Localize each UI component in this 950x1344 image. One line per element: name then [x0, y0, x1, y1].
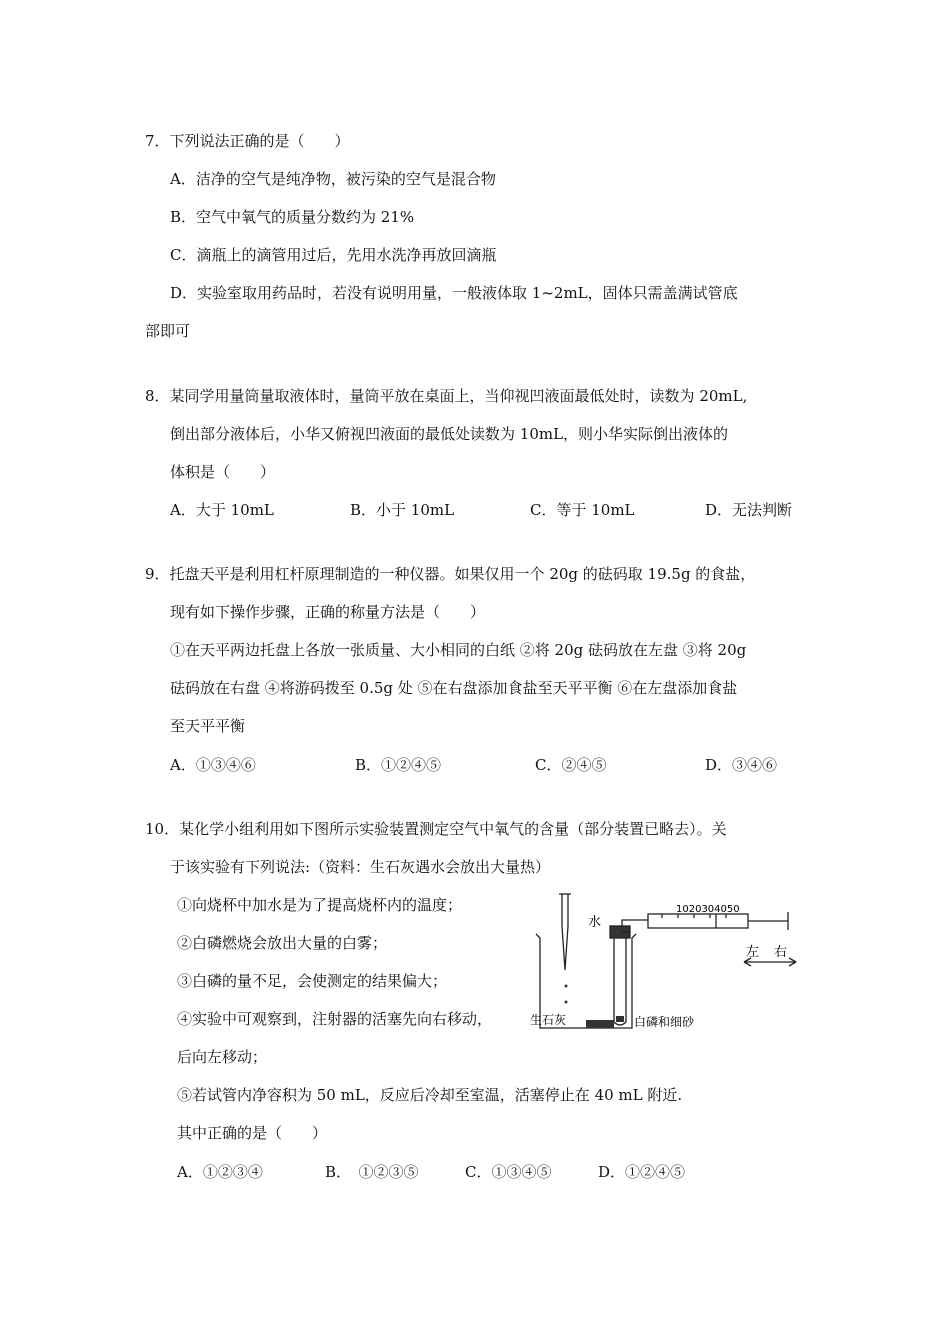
q10-statement-4-continuation: 后向左移动； — [177, 1048, 268, 1066]
q9-stem-line-2: 现有如下操作步骤，正确的称量方法是（ ） — [170, 603, 486, 621]
q10-statement-2: ②白磷燃烧会放出大量的白雾； — [177, 934, 388, 952]
q9-stem-line-3: ①在天平两边托盘上各放一张质量、大小相同的白纸 ②将 20g 砝码放在左盘 ③将 20g — [170, 641, 747, 659]
q7-option-b: B．空气中氧气的质量分数约为 21% — [170, 208, 415, 226]
syringe-plunger — [748, 912, 788, 930]
q9-option-d: D．③④⑥ — [705, 756, 778, 774]
water-label: 水 — [588, 915, 602, 930]
right-label: 右 — [774, 945, 788, 960]
q10-stem-line-2: 于该实验有下列说法:（资料：生石灰遇水会放出大量热） — [170, 858, 551, 876]
q7-option-d: D．实验室取用药品时，若没有说明用量，一般液体取 1~2mL，固体只需盖满试管底 — [170, 284, 738, 302]
syringe-scale-label: 1020304050 — [676, 904, 740, 915]
q9-option-a: A．①③④⑥ — [170, 756, 256, 774]
q10-option-d: D．①②④⑤ — [598, 1163, 686, 1181]
q8-stem-line-2: 倒出部分液体后，小华又俯视凹液面的最低处读数为 10mL，则小华实际倒出液体的 — [170, 425, 729, 443]
q9-stem-line-1: 9．托盘天平是利用杠杆原理制造的一种仪器。如果仅用一个 20g 的砝码取 19.5g 的食盐， — [145, 565, 756, 583]
q10-option-a: A．①②③④ — [177, 1163, 263, 1181]
white-phosphorus-sand — [616, 1016, 624, 1022]
q7-option-c: C．滴瓶上的滴管用过后，先用水洗净再放回滴瓶 — [170, 246, 497, 264]
q9-stem-line-5: 至天平平衡 — [170, 717, 246, 735]
q7-option-a: A．洁净的空气是纯净物，被污染的空气是混合物 — [170, 170, 496, 188]
q10-stem-line-1: 10．某化学小组利用如下图所示实验装置测定空气中氧气的含量（部分装置已略去）。关 — [145, 820, 727, 838]
q9-stem-line-4: 砝码放在右盘 ④将游码拨至 0.5g 处 ⑤在右盘添加食盐至天平平衡 ⑥在左盘添加食盐 — [170, 679, 738, 697]
q7-stem: 7．下列说法正确的是（ ） — [145, 132, 350, 150]
experiment-apparatus-figure — [526, 890, 810, 1034]
q8-option-b: B．小于 10mL — [350, 501, 455, 519]
q7-option-d-continuation: 部即可 — [145, 322, 191, 340]
left-label: 左 — [746, 945, 760, 960]
q8-stem-line-1: 8．某同学用量筒量取液体时，量筒平放在桌面上，当仰视凹液面最低处时，读数为 20mL, — [145, 387, 748, 405]
q8-option-c: C．等于 10mL — [530, 501, 635, 519]
syringe-barrel — [648, 914, 748, 928]
q10-statement-3: ③白磷的量不足，会使测定的结果偏大； — [177, 972, 448, 990]
q9-option-c: C．②④⑤ — [535, 756, 607, 774]
quicklime — [586, 1020, 614, 1028]
q8-option-a: A．大于 10mL — [170, 501, 274, 519]
quicklime-label: 生石灰 — [530, 1013, 567, 1027]
q10-statement-4: ④实验中可观察到，注射器的活塞先向右移动， — [177, 1010, 493, 1028]
q10-statement-1: ①向烧杯中加水是为了提高烧杯内的温度； — [177, 896, 463, 914]
q8-option-d: D．无法判断 — [705, 501, 793, 519]
q10-statement-5: ⑤若试管内净容积为 50 mL，反应后冷却至室温，活塞停止在 40 mL 附近. — [177, 1086, 683, 1104]
q10-conclusion: 其中正确的是（ ） — [177, 1124, 328, 1142]
q9-option-b: B．①②④⑤ — [355, 756, 442, 774]
phosphorus-label: 白磷和细砂 — [634, 1015, 695, 1029]
q10-option-c: C．①③④⑤ — [465, 1163, 552, 1181]
q10-option-b: B． ①②③⑤ — [325, 1163, 419, 1181]
dropper — [559, 894, 571, 970]
q8-stem-line-3: 体积是（ ） — [170, 463, 276, 481]
test-tube — [614, 936, 626, 1025]
